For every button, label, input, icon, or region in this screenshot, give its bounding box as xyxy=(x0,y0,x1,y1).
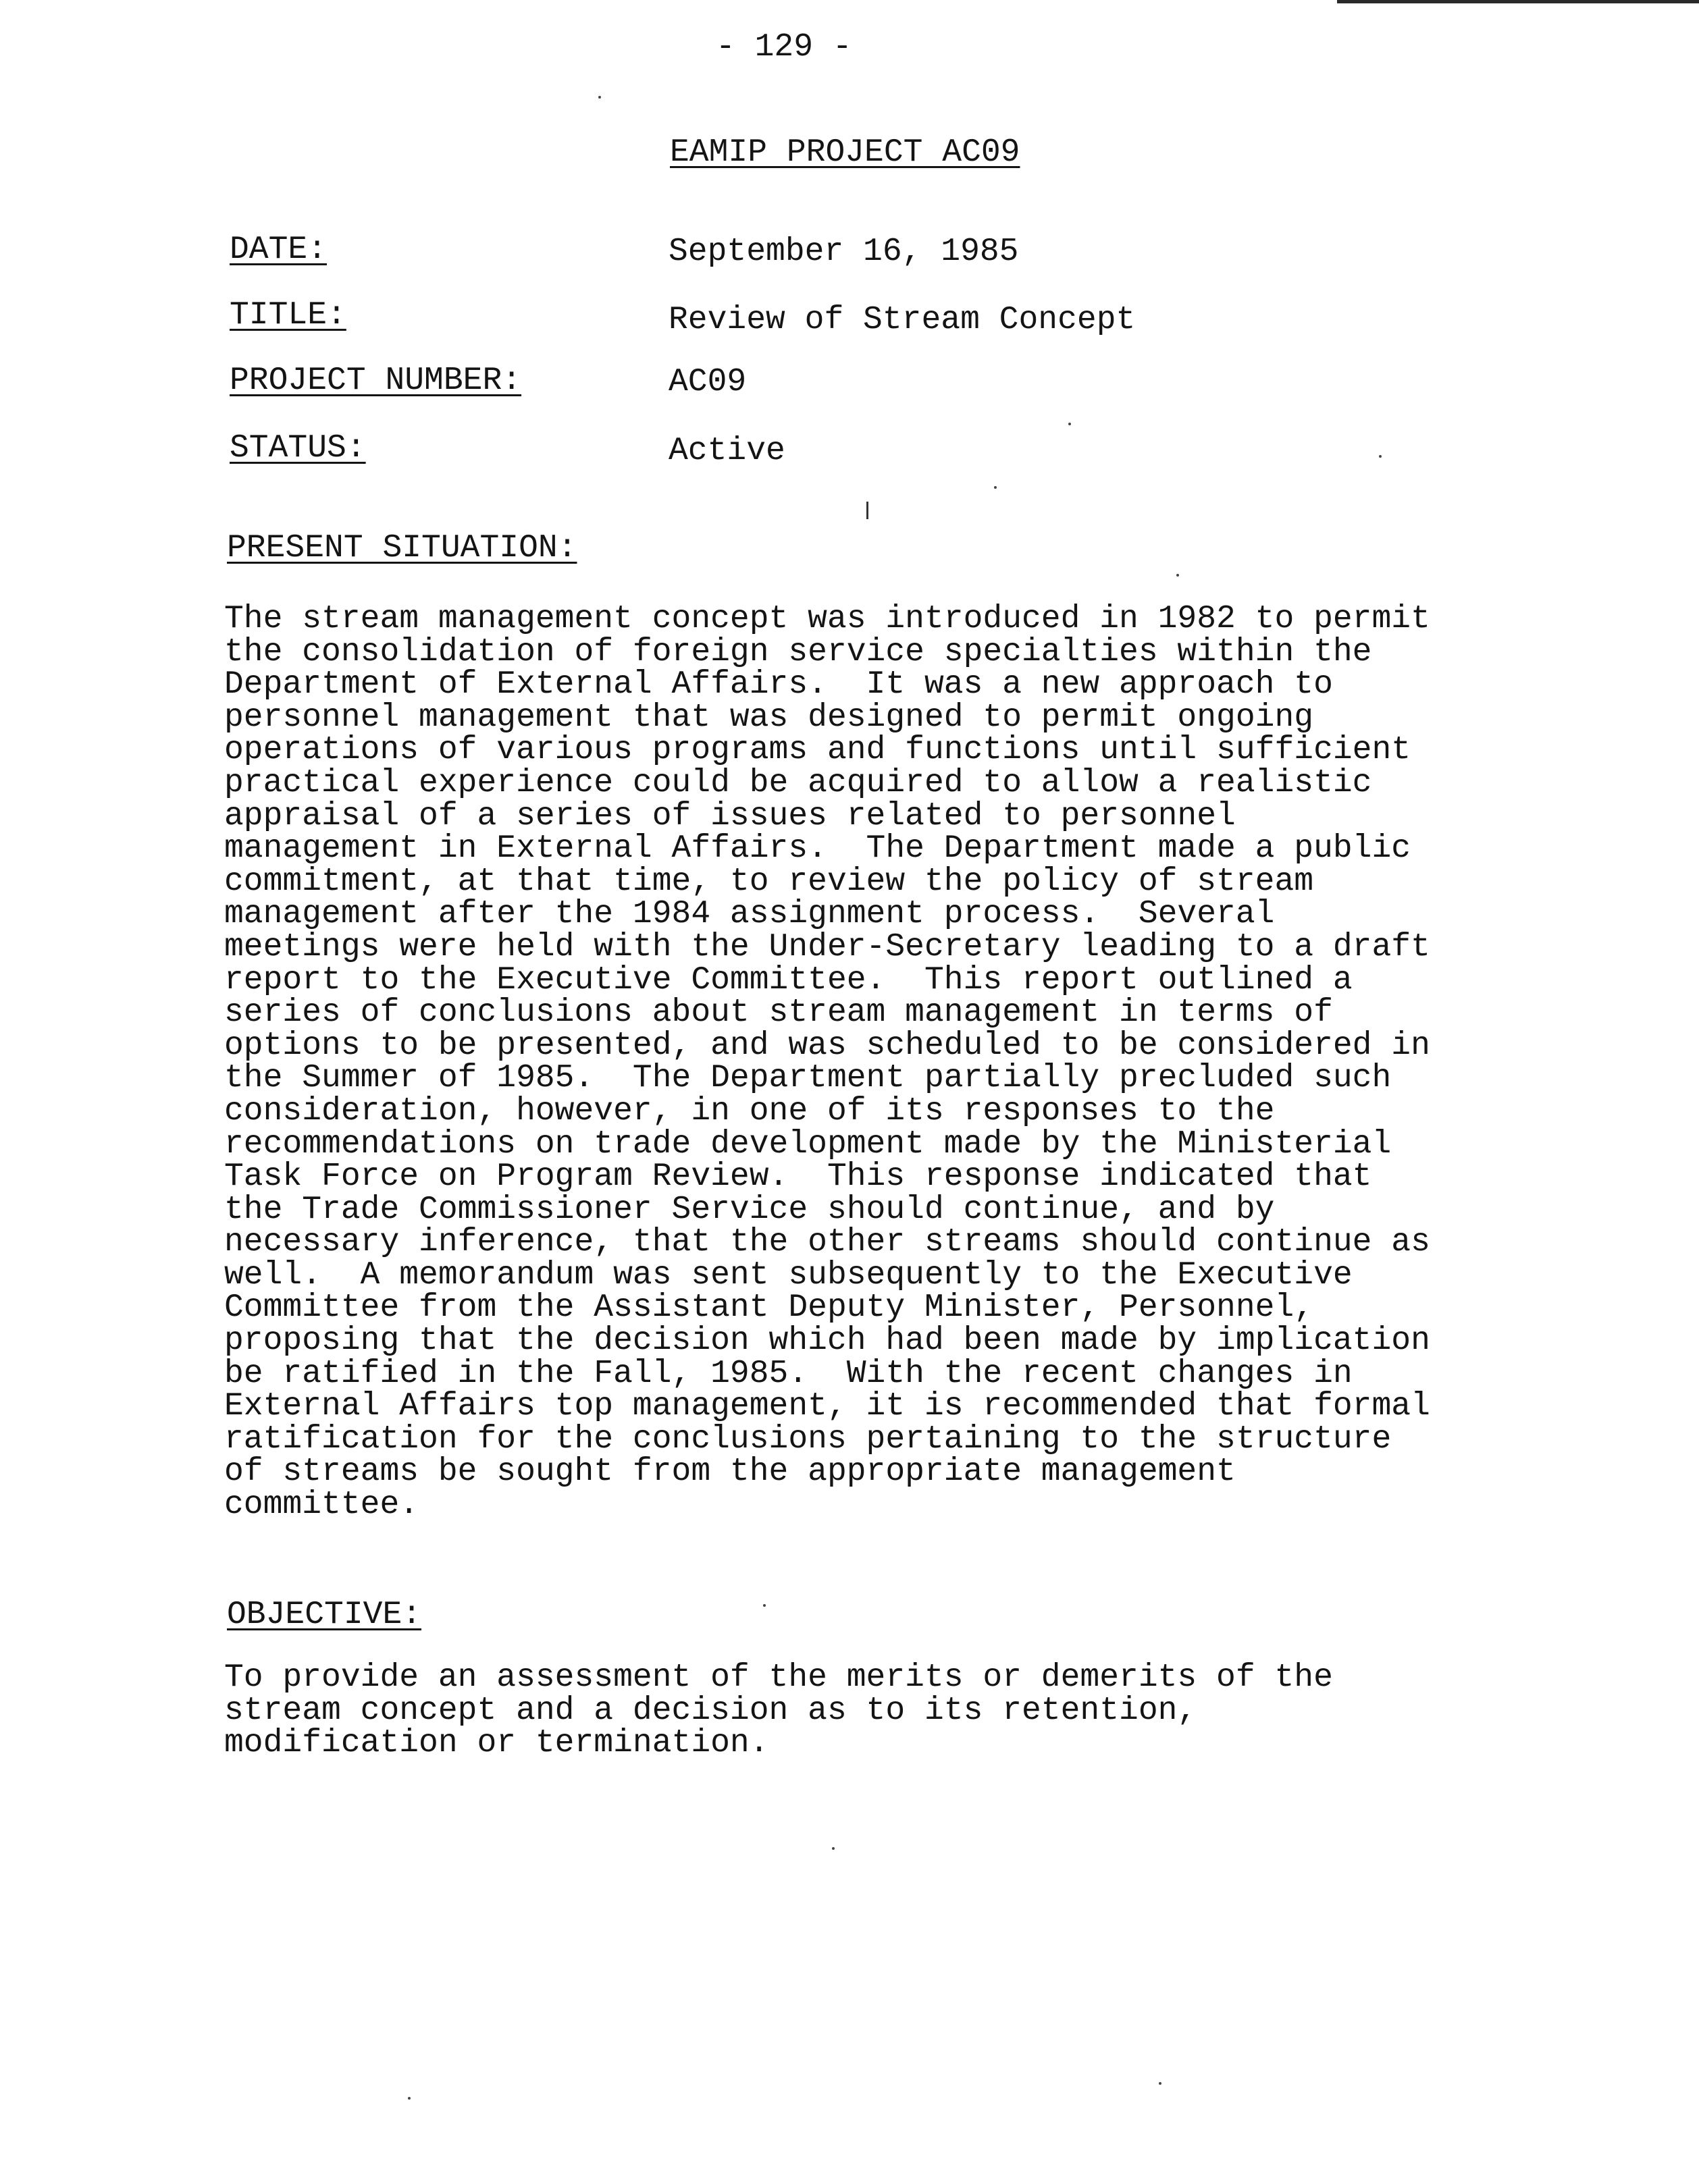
present-situation-heading: PRESENT SITUATION: xyxy=(227,530,577,566)
scan-speck xyxy=(832,1847,835,1850)
project-number-value: AC09 xyxy=(669,364,747,400)
scan-speck xyxy=(1379,455,1382,458)
body-line: stream concept and a decision as to its retention, xyxy=(224,1692,1197,1729)
body-line: consideration, however, in one of its responses to the xyxy=(224,1092,1275,1129)
body-line: modification or termination. xyxy=(224,1725,769,1762)
scan-speck xyxy=(1068,423,1071,425)
project-heading: EAMIP PROJECT AC09 xyxy=(670,134,1020,171)
body-line: The stream management concept was introduced in 1982 to permit xyxy=(224,601,1430,637)
body-line: the consolidation of foreign service specialties within the xyxy=(224,633,1372,670)
body-line: External Affairs top management, it is recommended that formal xyxy=(224,1388,1430,1425)
body-line: management after the 1984 assignment process. Several xyxy=(224,896,1275,933)
scan-speck xyxy=(598,96,601,99)
body-line: Department of External Affairs. It was a new approach to xyxy=(224,666,1333,703)
scan-edge-rule xyxy=(1337,0,1699,3)
objective-heading: OBJECTIVE: xyxy=(227,1597,422,1633)
body-line: operations of various programs and functions until sufficient xyxy=(224,732,1411,769)
body-line: Committee from the Assistant Deputy Minister, Personnel, xyxy=(224,1289,1314,1327)
title-value: Review of Stream Concept xyxy=(669,302,1136,338)
body-line: meetings were held with the Under-Secretary leading to a draft xyxy=(224,928,1430,965)
scan-speck xyxy=(408,2097,411,2100)
title-label: TITLE: xyxy=(230,297,346,334)
body-line: recommendations on trade development made by the Ministerial xyxy=(224,1125,1392,1163)
body-line: management in External Affairs. The Department made a public xyxy=(224,830,1411,868)
body-line: options to be presented, and was scheduled to be considered in xyxy=(224,1027,1430,1064)
body-line: personnel management that was designed to permit ongoing xyxy=(224,699,1314,736)
body-line: series of conclusions about stream management in terms of xyxy=(224,994,1333,1032)
scan-speck xyxy=(994,486,997,489)
scan-mark xyxy=(866,502,868,519)
present-situation-body xyxy=(224,603,1575,1522)
objective-body xyxy=(224,1661,1575,1760)
body-line: appraisal of a series of issues related to personnel xyxy=(224,797,1236,834)
date-value: September 16, 1985 xyxy=(669,234,1019,270)
body-line: Task Force on Program Review. This response indicated that xyxy=(224,1158,1372,1196)
status-value: Active xyxy=(669,433,785,469)
body-line: committee. xyxy=(224,1487,419,1524)
body-line: of streams be sought from the appropriate management xyxy=(224,1454,1236,1491)
scan-speck xyxy=(1176,574,1179,577)
page-number: - 129 - xyxy=(716,29,852,65)
body-line: ratification for the conclusions pertaining to the structure xyxy=(224,1420,1392,1458)
body-line: commitment, at that time, to review the policy of stream xyxy=(224,863,1314,900)
body-line: be ratified in the Fall, 1985. With the recent changes in xyxy=(224,1355,1353,1392)
body-line: the Summer of 1985. The Department partially precluded such xyxy=(224,1060,1392,1097)
body-line: the Trade Commissioner Service should continue, and by xyxy=(224,1191,1275,1228)
body-line: report to the Executive Committee. This report outlined a xyxy=(224,961,1353,998)
body-line: proposing that the decision which had been made by implication xyxy=(224,1323,1430,1360)
date-label: DATE: xyxy=(230,232,328,268)
body-line: well. A memorandum was sent subsequently to the Executive xyxy=(224,1256,1353,1294)
status-label: STATUS: xyxy=(230,430,366,467)
body-line: To provide an assessment of the merits or demerits of the xyxy=(224,1659,1333,1696)
body-line: practical experience could be acquired to allow a realistic xyxy=(224,764,1372,801)
body-line: necessary inference, that the other streams should continue as xyxy=(224,1224,1430,1261)
scan-speck xyxy=(763,1604,766,1607)
scan-speck xyxy=(1159,2082,1161,2085)
project-number-label: PROJECT NUMBER: xyxy=(230,363,522,399)
